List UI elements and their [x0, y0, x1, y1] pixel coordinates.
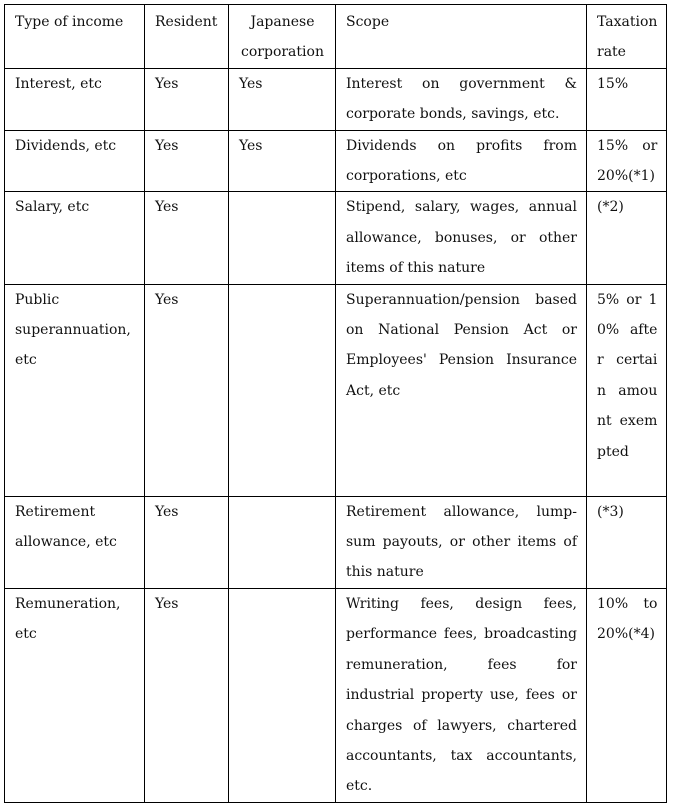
header-row — [5, 5, 667, 69]
header-resident: Resident — [145, 5, 229, 69]
header-taxation-rate: Taxation rate — [587, 5, 667, 69]
cell-resident: Yes — [145, 130, 229, 192]
cell-scope: Writing fees, design fees, performance fees, broadcasting remuneration, fees for industrial property use, fees or charges of lawyers, chartered accountants, tax accountants, etc. — [336, 588, 587, 802]
cell-japanese-corporation — [229, 496, 336, 588]
cell-scope: Superannuation/pension based on National Pension Act or Employees' Pension Insurance Act, etc — [336, 284, 587, 496]
cell-japanese-corporation — [229, 588, 336, 802]
cell-scope: Retirement allowance, lump-sum payouts, or other items of this nature — [336, 496, 587, 588]
cell-resident: Yes — [145, 284, 229, 496]
cell-japanese-corporation: Yes — [229, 68, 336, 130]
cell-resident: Yes — [145, 588, 229, 802]
cell-type: Retirement allowance, etc — [5, 496, 145, 588]
cell-resident: Yes — [145, 192, 229, 284]
table-row — [5, 588, 667, 802]
cell-type: Public superannuation, etc — [5, 284, 145, 496]
table-row — [5, 192, 667, 284]
cell-scope: Stipend, salary, wages, annual allowance, bonuses, or other items of this nature — [336, 192, 587, 284]
cell-scope: Interest on government & corporate bonds, savings, etc. — [336, 68, 587, 130]
cell-resident: Yes — [145, 68, 229, 130]
table-row — [5, 130, 667, 192]
header-japanese-corporation: Japanese corporation — [229, 5, 336, 69]
cell-rate: (*2) — [587, 192, 667, 284]
income-tax-table — [4, 4, 667, 803]
header-type-of-income: Type of income — [5, 5, 145, 69]
cell-resident: Yes — [145, 496, 229, 588]
cell-scope: Dividends on profits from corporations, etc — [336, 130, 587, 192]
cell-japanese-corporation — [229, 284, 336, 496]
cell-rate: 5% or 10% after certain amount exempted — [587, 284, 667, 496]
table-row — [5, 284, 667, 496]
cell-type: Interest, etc — [5, 68, 145, 130]
cell-type: Remuneration, etc — [5, 588, 145, 802]
cell-type: Dividends, etc — [5, 130, 145, 192]
cell-rate: (*3) — [587, 496, 667, 588]
cell-rate: 10% to 20%(*4) — [587, 588, 667, 802]
table-row — [5, 68, 667, 130]
cell-type: Salary, etc — [5, 192, 145, 284]
header-scope: Scope — [336, 5, 587, 69]
cell-rate: 15% — [587, 68, 667, 130]
cell-japanese-corporation — [229, 192, 336, 284]
cell-japanese-corporation: Yes — [229, 130, 336, 192]
table-row — [5, 496, 667, 588]
cell-rate: 15% or 20%(*1) — [587, 130, 667, 192]
